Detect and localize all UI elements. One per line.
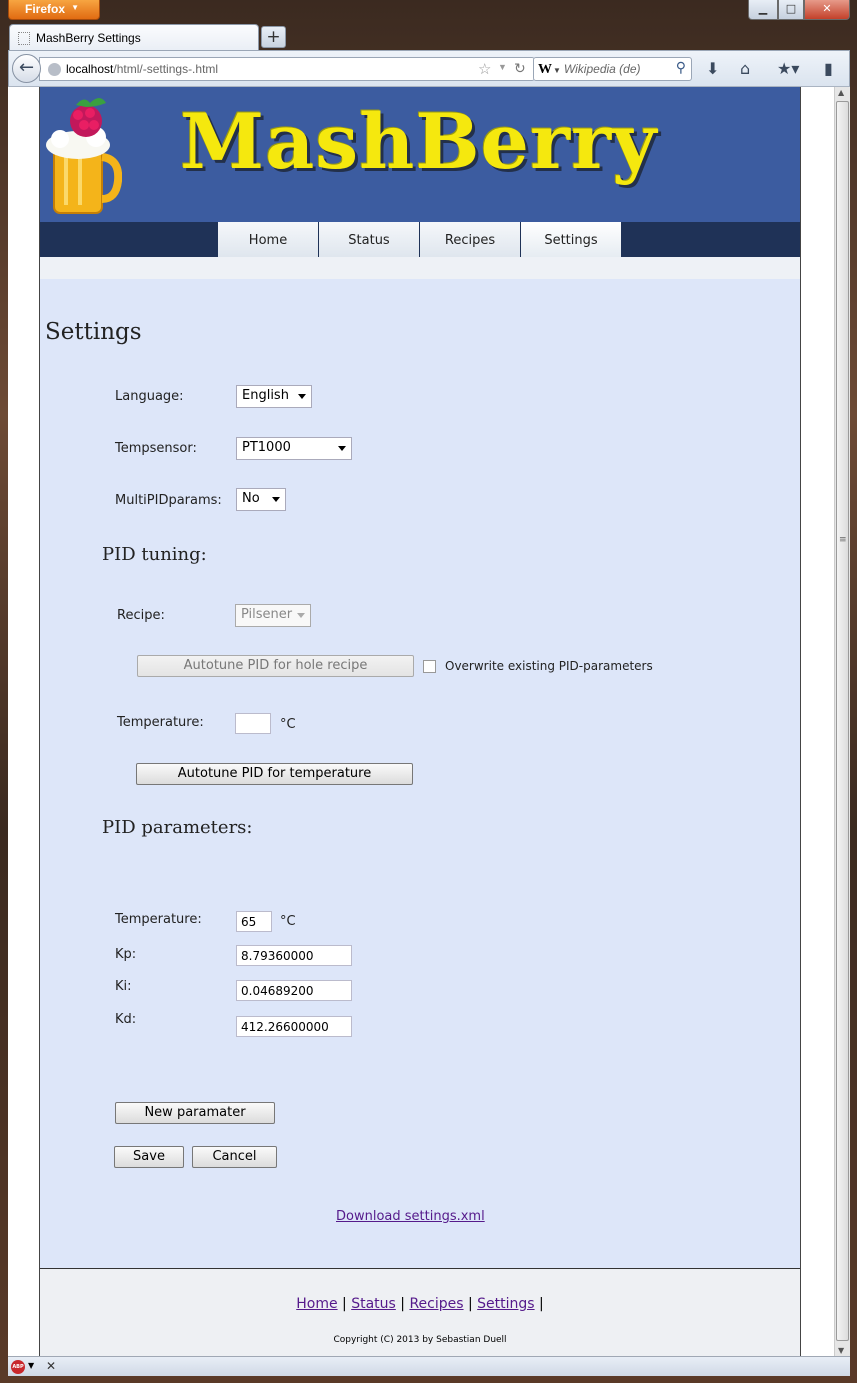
- recipe-label: Recipe:: [117, 608, 165, 623]
- kd-input[interactable]: 412.26600000: [236, 1016, 352, 1037]
- scroll-down-icon[interactable]: ▼: [838, 1346, 845, 1355]
- tab-mashberry-settings[interactable]: [9, 24, 259, 51]
- globe-icon: [48, 63, 61, 76]
- dropdown-arrow-icon: [338, 446, 346, 451]
- overwrite-checkbox[interactable]: [423, 660, 436, 673]
- new-parameter-button[interactable]: New paramater: [115, 1102, 275, 1124]
- download-icon[interactable]: ⬇: [706, 59, 720, 78]
- dropdown-arrow-icon: [297, 613, 305, 618]
- dropdown-arrow-icon: [298, 394, 306, 399]
- kd-label: Kd:: [115, 1012, 137, 1027]
- site-logo-text: MashBerry: [180, 97, 658, 186]
- recipe-select[interactable]: [235, 604, 311, 627]
- copyright-text: Copyright (C) 2013 by Sebastian Duell: [333, 1335, 507, 1345]
- footer-link-home[interactable]: Home: [296, 1296, 338, 1312]
- page-icon: [18, 32, 30, 45]
- scroll-up-icon[interactable]: ▲: [838, 88, 845, 97]
- tempsensor-select[interactable]: [236, 437, 352, 460]
- firefox-label: Firefox: [25, 2, 66, 16]
- tuning-temperature-label: Temperature:: [117, 715, 204, 730]
- save-button[interactable]: Save: [114, 1146, 184, 1168]
- dropdown-arrow-icon: [272, 497, 280, 502]
- home-icon[interactable]: ⌂: [740, 59, 751, 78]
- close-icon[interactable]: ✕: [46, 1359, 57, 1373]
- site-footer: [40, 1268, 800, 1356]
- navigation-toolbar: [8, 50, 850, 87]
- history-dropdown-icon[interactable]: ▼: [498, 62, 507, 72]
- firefox-menu-button[interactable]: [8, 0, 100, 20]
- language-select[interactable]: [236, 385, 312, 408]
- tab-title: MashBerry Settings: [36, 31, 141, 45]
- address-bar[interactable]: [39, 57, 535, 81]
- param-temperature-input[interactable]: 65: [236, 911, 272, 932]
- url-path: /html/-settings-.html: [113, 62, 219, 76]
- beer-mug-logo-icon: [46, 95, 122, 217]
- autotune-recipe-button[interactable]: Autotune PID for hole recipe: [137, 655, 414, 677]
- recipe-value: Pilsener: [241, 607, 293, 622]
- tuning-temperature-input[interactable]: [235, 713, 271, 734]
- sub-menubar: [40, 257, 800, 279]
- bookmark-star-icon[interactable]: ☆: [478, 61, 492, 78]
- search-placeholder: Wikipedia (de): [563, 62, 641, 76]
- ki-label: Ki:: [115, 979, 132, 994]
- param-temperature-unit: °C: [280, 914, 296, 929]
- search-bar[interactable]: [533, 57, 692, 81]
- kp-label: Kp:: [115, 947, 137, 962]
- multipid-select[interactable]: [236, 488, 286, 511]
- language-label: Language:: [115, 389, 184, 404]
- scroll-grip-icon: ≡: [839, 535, 847, 545]
- new-tab-button[interactable]: +: [261, 26, 286, 48]
- download-settings-link[interactable]: Download settings.xml: [336, 1209, 485, 1224]
- notes-icon[interactable]: ▮: [824, 59, 833, 78]
- adblock-plus-icon[interactable]: ABP: [11, 1360, 25, 1374]
- url-host: localhost: [66, 62, 114, 76]
- close-window-button[interactable]: ✕: [804, 0, 850, 20]
- autotune-temperature-button[interactable]: Autotune PID for temperature: [136, 763, 413, 785]
- pid-parameters-title: PID parameters:: [102, 817, 253, 838]
- nav-recipes[interactable]: Recipes: [420, 222, 521, 257]
- bookmarks-icon[interactable]: ★▾: [777, 59, 800, 78]
- reload-icon[interactable]: ↻: [514, 60, 526, 76]
- footer-links: Home | Status | Recipes | Settings |: [296, 1296, 544, 1312]
- page-container: [39, 87, 801, 1356]
- multipid-value: No: [242, 491, 260, 506]
- add-on-bar: [8, 1356, 850, 1376]
- chevron-down-icon: ▼: [71, 3, 79, 12]
- vertical-scrollbar[interactable]: [834, 87, 850, 1356]
- tuning-temperature-unit: °C: [280, 717, 296, 732]
- nav-status[interactable]: Status: [319, 222, 420, 257]
- multipid-label: MultiPIDparams:: [115, 493, 222, 508]
- tempsensor-label: Tempsensor:: [115, 441, 197, 456]
- scrollbar-thumb[interactable]: [836, 101, 849, 1341]
- back-button[interactable]: [12, 54, 41, 83]
- chevron-down-icon[interactable]: ▼: [28, 1361, 35, 1370]
- language-value: English: [242, 388, 289, 403]
- minimize-button[interactable]: ▁: [748, 0, 778, 20]
- page-title: Settings: [45, 319, 142, 345]
- search-icon[interactable]: ⚲: [675, 61, 686, 76]
- site-header: [40, 87, 800, 222]
- footer-link-recipes[interactable]: Recipes: [409, 1296, 464, 1312]
- footer-link-settings[interactable]: Settings: [477, 1296, 535, 1312]
- nav-settings[interactable]: Settings: [521, 222, 622, 257]
- chevron-down-icon[interactable]: ▼: [553, 66, 561, 75]
- site-menubar: [40, 222, 800, 257]
- kp-input[interactable]: 8.79360000: [236, 945, 352, 966]
- tempsensor-value: PT1000: [242, 440, 291, 455]
- cancel-button[interactable]: Cancel: [192, 1146, 277, 1168]
- maximize-button[interactable]: □: [778, 0, 804, 20]
- footer-link-status[interactable]: Status: [351, 1296, 396, 1312]
- page-viewport: [8, 87, 834, 1356]
- nav-home[interactable]: Home: [218, 222, 319, 257]
- pid-tuning-title: PID tuning:: [102, 544, 207, 565]
- back-arrow-icon: ←: [18, 57, 35, 78]
- param-temperature-label: Temperature:: [115, 912, 202, 927]
- wikipedia-icon[interactable]: W: [538, 62, 552, 77]
- overwrite-label: Overwrite existing PID-parameters: [445, 659, 653, 673]
- ki-input[interactable]: 0.04689200: [236, 980, 352, 1001]
